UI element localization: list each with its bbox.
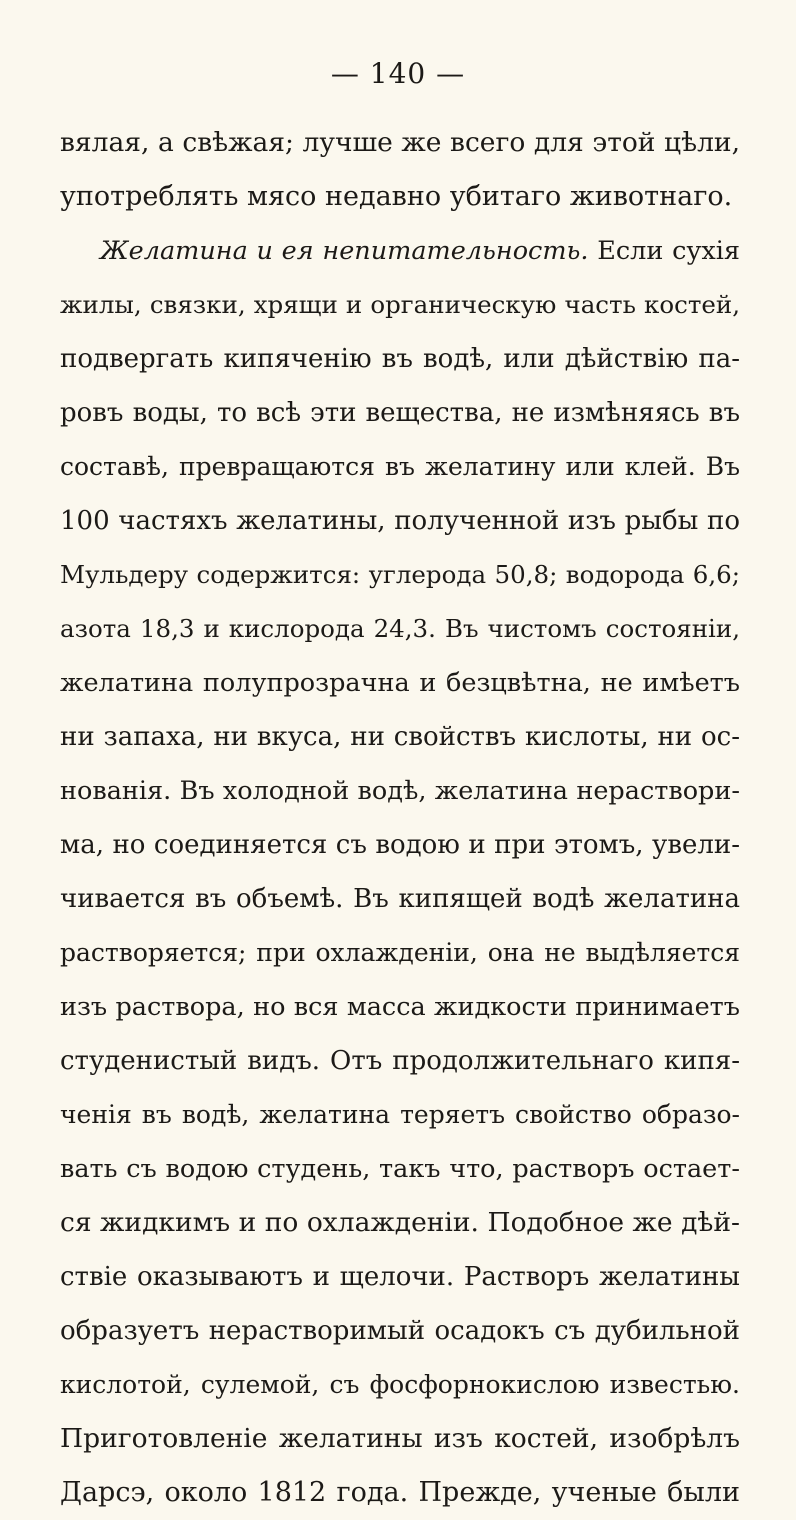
text-line: составѣ, превращаются въ желатину или клей. Въ <box>60 452 740 481</box>
text-line-section-heading <box>60 224 740 278</box>
text-line: Приготовленіе желатины изъ костей, изобрѣлъ <box>60 1423 740 1454</box>
text-line: студенистый видъ. Отъ продолжительнаго кипя- <box>60 1046 740 1076</box>
text-line: жилы, связки, хрящи и органическую часть костей, <box>60 290 740 319</box>
body-text <box>60 116 740 1520</box>
text-line: ни запаха, ни вкуса, ни свойствъ кислоты, ни ос- <box>60 722 740 752</box>
text-line: подвергать кипяченію въ водѣ, или дѣйствію па- <box>60 344 740 374</box>
text-line: 100 частяхъ желатины, полученной изъ рыбы по <box>60 506 740 536</box>
text-line: кислотой, сулемой, съ фосфорнокислою известью. <box>60 1370 740 1399</box>
text-line: ченія въ водѣ, желатина теряетъ свойство образо- <box>60 1100 740 1129</box>
text-line: ствіе оказываютъ и щелочи. Растворъ желатины <box>60 1262 740 1292</box>
text-line: ся жидкимъ и по охлажденіи. Подобное же дѣй- <box>60 1207 740 1238</box>
text-line: вать съ водою студень, такъ что, растворъ остает- <box>60 1154 740 1184</box>
text-line: азота 18,3 и кислорода 24,3. Въ чистомъ состояніи, <box>60 614 740 643</box>
text-line: нованія. Въ холодной водѣ, желатина нераствори- <box>60 776 740 806</box>
text-line: Мульдеру содержится: углерода 50,8; водорода 6,6; <box>60 560 740 589</box>
text-line: чивается въ объемѣ. Въ кипящей водѣ желатина <box>60 884 740 914</box>
text-line-rest: Если сухія <box>588 236 740 266</box>
text-line: образуетъ нерастворимый осадокъ съ дубильной <box>60 1316 740 1346</box>
text-line: изъ раствора, но вся масса жидкости принимаетъ <box>60 992 740 1022</box>
page-number: — 140 — <box>330 57 466 90</box>
text-line: вялая, а свѣжая; лучше же всего для этой цѣли, <box>60 127 740 158</box>
text-line: употреблять мясо недавно убитаго животнаго. <box>60 181 733 212</box>
text-line: ровъ воды, то всѣ эти вещества, не измѣняясь въ <box>60 398 740 428</box>
text-line: ма, но соединяется съ водою и при этомъ, увели- <box>60 830 740 860</box>
text-line: Дарсэ, около 1812 года. Прежде, ученые были <box>60 1477 740 1508</box>
text-line: растворяется; при охлажденіи, она не выдѣляется <box>60 938 740 967</box>
section-heading: Желатина и ея непитательность. <box>100 236 589 266</box>
text-line: желатина полупрозрачна и безцвѣтна, не имѣетъ <box>60 668 740 698</box>
